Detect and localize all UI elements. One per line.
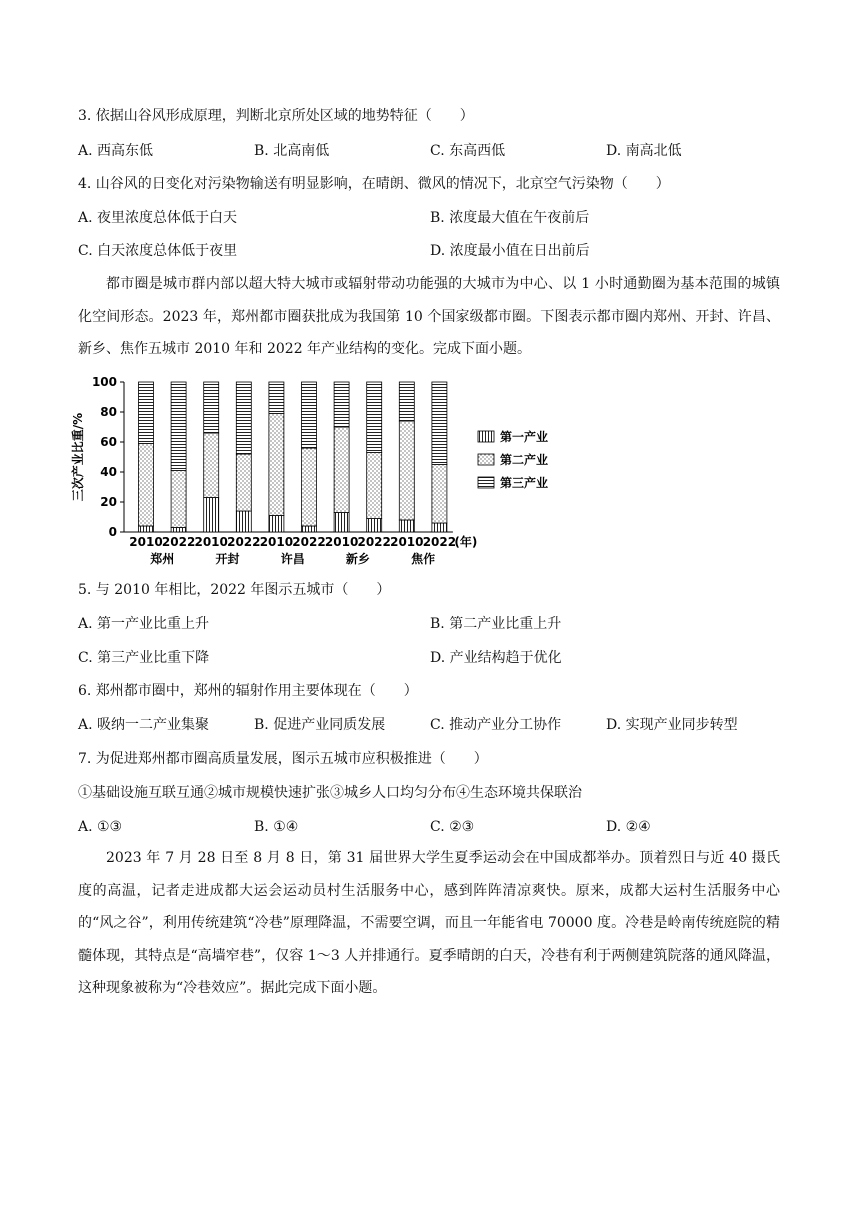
city-group-label: 新乡 (345, 552, 370, 566)
passage-cold-lane: 2023 年 7 月 28 日至 8 月 8 日，第 31 届世界大学生夏季运动会在中国成都举办。顶着烈日与近 40 摄氏度的高温，记者走进成都大运会运动员村生活服务中心，感到阵阵清凉爽快。原来，成都大运村生活服务中心的“风之谷”，利用传统建筑“冷巷”原理降温，不需要空调，而且一年能省电 70000 度。冷巷是岭南传统庭院的精髓体现，其特点是“高墙窄巷”，仅容 1～3 人并排通行。夏季晴朗的白天，冷巷有利于两侧建筑院落的通风降温，这种现象被称为“冷巷效应”。据此完成下面小题。 (78, 850, 780, 996)
q5-option-c: C. 第三产业比重下降 (78, 650, 210, 666)
bar-segment-tertiary (269, 382, 284, 414)
city-group-label: 开封 (215, 552, 240, 566)
legend-label: 第三产业 (500, 476, 549, 490)
bar-segment-primary (236, 511, 251, 532)
q3-option-c: C. 东高西低 (430, 143, 506, 159)
q7-statements: ①基础设施互联互通②城市规模快速扩张③城乡人口均匀分布④生态环境共保联治 (78, 785, 582, 801)
question-4-stem: 4. 山谷风的日变化对污染物输送有明显影响，在晴朗、微风的情况下，北京空气污染物（ ） (78, 176, 670, 192)
q3-option-d: D. 南高北低 (606, 143, 682, 159)
x-tick-label: 2010 (129, 535, 163, 549)
y-tick-label: 100 (91, 375, 117, 389)
y-tick-label: 0 (108, 525, 117, 539)
y-tick-label: 40 (100, 465, 117, 479)
q6-option-b: B. 促进产业同质发展 (254, 717, 386, 733)
q5-option-b: B. 第二产业比重上升 (430, 616, 562, 632)
bar-segment-tertiary (204, 382, 219, 433)
x-tick-label: 2022 (292, 535, 326, 549)
q6-option-a: A. 吸纳一二产业集聚 (78, 717, 210, 733)
bar-segment-primary (139, 526, 154, 532)
bar-segment-primary (432, 523, 447, 532)
q4-option-d: D. 浓度最小值在日出前后 (430, 243, 590, 259)
bar-segment-tertiary (334, 382, 349, 427)
question-3-stem: 3. 依据山谷风形成原理，判断北京所处区域的地势特征（ ） (78, 108, 474, 124)
bar-segment-primary (171, 528, 186, 533)
x-tick-label: 2022 (227, 535, 261, 549)
bar-segment-primary (204, 498, 219, 533)
y-axis-label: 三次产业比重/% (71, 412, 85, 502)
bar-segment-tertiary (399, 382, 414, 421)
q7-option-a: A. ①③ (78, 819, 123, 835)
city-group-label: 焦作 (411, 552, 436, 566)
q7-option-d: D. ②④ (606, 819, 651, 835)
bar-segment-tertiary (432, 382, 447, 465)
bar-segment-secondary (367, 453, 382, 519)
q4-option-a: A. 夜里浓度总体低于白天 (78, 210, 238, 226)
bar-segment-tertiary (139, 382, 154, 444)
legend-swatch (478, 477, 494, 488)
bar-segment-primary (302, 526, 317, 532)
q7-option-c: C. ②③ (430, 819, 475, 835)
q4-option-b: B. 浓度最大值在午夜前后 (430, 210, 590, 226)
city-group-label: 郑州 (150, 552, 175, 566)
bar-segment-secondary (139, 444, 154, 527)
bar-segment-secondary (432, 465, 447, 524)
city-group-label: 许昌 (280, 552, 305, 566)
question-5-stem: 5. 与 2010 年相比，2022 年图示五城市（ ） (78, 582, 391, 598)
bar-segment-secondary (204, 433, 219, 498)
x-tick-label: 2022 (161, 535, 196, 549)
y-tick-label: 20 (100, 495, 117, 509)
legend-label: 第二产业 (500, 453, 549, 467)
q4-option-c: C. 白天浓度总体低于夜里 (78, 243, 238, 259)
legend-label: 第一产业 (500, 430, 549, 444)
x-tick-label: 2022 (422, 535, 457, 549)
x-tick-label: 2022 (357, 535, 391, 549)
bar-segment-tertiary (367, 382, 382, 453)
bar-segment-tertiary (236, 382, 251, 454)
bar-segment-secondary (399, 421, 414, 520)
bar-segment-primary (269, 516, 284, 533)
x-tick-label: 2010 (324, 535, 359, 549)
passage-metropolitan-area: 都市圈是城市群内部以超大特大城市或辐射带动功能强的大城市为中心、以 1 小时通勤圈为基本范围的城镇化空间形态。2023 年，郑州都市圈获批成为我国第 10 个国家级都市圈。下图表示都市圈内郑州、开封、许昌、新乡、焦作五城市 2010 年和 2022 年产业结构的变化。完成下面小题。 (78, 276, 780, 357)
bar-segment-secondary (334, 427, 349, 513)
legend-swatch (478, 454, 494, 465)
bar-segment-tertiary (302, 382, 317, 448)
q3-option-b: B. 北高南低 (254, 143, 330, 159)
x-tick-label: 2010 (194, 535, 228, 549)
q6-option-c: C. 推动产业分工协作 (430, 717, 562, 733)
x-tick-label: 2010 (390, 535, 424, 549)
q5-option-a: A. 第一产业比重上升 (78, 616, 210, 632)
y-tick-label: 80 (100, 405, 117, 419)
industry-structure-chart (70, 368, 590, 578)
question-6-stem: 6. 郑州都市圈中，郑州的辐射作用主要体现在（ ） (78, 683, 418, 699)
bar-segment-secondary (171, 471, 186, 528)
q5-option-d: D. 产业结构趋于优化 (430, 650, 562, 666)
q6-option-d: D. 实现产业同步转型 (606, 717, 738, 733)
legend-swatch (478, 431, 494, 442)
bar-segment-tertiary (171, 382, 186, 471)
x-axis-unit: (年) (454, 535, 478, 549)
q3-option-a: A. 西高东低 (78, 143, 154, 159)
bar-segment-secondary (302, 448, 317, 526)
bar-segment-primary (334, 513, 349, 533)
bar-segment-secondary (236, 454, 251, 511)
q7-option-b: B. ①④ (254, 819, 299, 835)
bar-segment-primary (367, 519, 382, 533)
x-tick-label: 2010 (259, 535, 294, 549)
bar-segment-primary (399, 520, 414, 532)
question-7-stem: 7. 为促进郑州都市圈高质量发展，图示五城市应积极推进（ ） (78, 751, 488, 767)
y-tick-label: 60 (100, 435, 117, 449)
bar-segment-secondary (269, 414, 284, 516)
